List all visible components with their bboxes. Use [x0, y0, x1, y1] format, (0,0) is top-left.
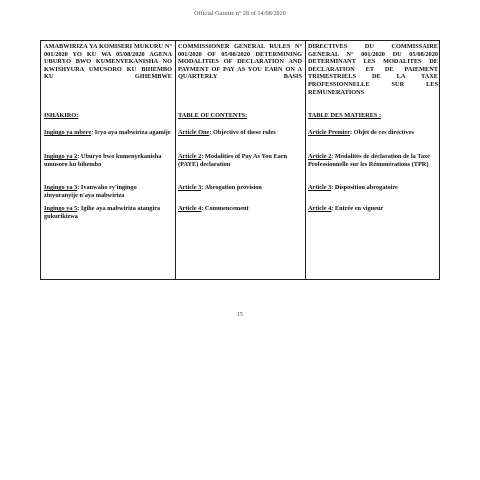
toc-item — [308, 184, 438, 205]
toc-item — [44, 129, 172, 153]
toc-item-label: Article Premier — [308, 129, 351, 136]
toc-item-label: Article 4 — [308, 205, 332, 212]
toc-item-text: : Objet de ces directives — [350, 129, 414, 136]
column-title: AMABWIRIZA YA KOMISERI MUKURU N° 001/2020 YO KU WA 05/08/2020 AGENA UBURYO BWO KUMENYEKANISHA NO KWISHYURA UMUSORO KU BIHEMBO KU GIHEMBWE — [44, 43, 172, 81]
toc-item — [44, 205, 172, 221]
toc-item-text: : Abrogation provision — [201, 184, 262, 191]
toc-item — [44, 153, 172, 184]
toc-item — [178, 184, 302, 205]
french-column — [308, 43, 438, 221]
toc-item-label: Ingingo ya 3 — [44, 184, 78, 191]
column-title: DIRECTIVES DU COMMISSAIRE GENERAL N° 001/2020 DU 05/08/2020 DETERMINANT LES MODALITES DE DECLARATION ET DE PAIEMENT TRIMESTRIELS DE LA TAXE PROFESSIONNELLE SUR LES REMUNERATIONS — [308, 43, 438, 96]
column-divider — [175, 41, 176, 279]
toc-item-label: Article 2 — [178, 153, 202, 160]
toc-item-text: : Modalities of Pay As You Earn (PAYE) declaration — [178, 153, 288, 168]
column-title: COMMISSIONER GENERAL RULES N° 001/2020 OF 05/08/2020 DETERMINING MODALITIES OF DECLARATION AND PAYMENT OF PAY AS YOU EARN ON A QUARTERLY BASIS — [178, 43, 302, 81]
toc-item-text: : Commencement — [201, 205, 249, 212]
toc-heading: ISHAKIRO: — [44, 112, 79, 119]
toc-item — [178, 205, 302, 221]
trilingual-table — [40, 40, 440, 280]
kinyarwanda-column — [44, 43, 172, 221]
toc-item-text: : Objective of these rules — [209, 129, 276, 136]
toc-item — [308, 205, 438, 221]
toc-item-label: Article 4 — [178, 205, 202, 212]
gazette-header: Official Gazette n° 28 of 14/08/2020 — [194, 11, 286, 17]
toc-item — [308, 129, 438, 153]
toc-item-label: Article One — [178, 129, 210, 136]
toc-item-label: Article 3 — [308, 184, 332, 191]
toc-item-label: Ingingo ya 5 — [44, 205, 78, 212]
toc-heading: TABLE OF CONTENTS: — [178, 112, 248, 119]
toc-heading: TABLE DES MATIERES : — [308, 112, 382, 119]
toc-item — [44, 184, 172, 205]
toc-item — [308, 153, 438, 184]
page-number: 15 — [237, 312, 243, 318]
toc-item-text: : Icyo aya mabwiriza agamije — [91, 129, 171, 136]
toc-item-text: : Entrée en vigueur — [331, 205, 384, 212]
toc-item-text: : Uburyo bwo kumenyekanisha umusoro ku bihembo — [44, 153, 162, 168]
toc-item-text: : Modalités de déclaration de la Taxe Professionnelle sur les Rémunérations (TPR) — [308, 153, 430, 168]
english-column — [178, 43, 302, 221]
toc-item — [178, 129, 302, 153]
toc-item-text: : Disposition abrogatoire — [331, 184, 398, 191]
toc-item-label: Article 2 — [308, 153, 332, 160]
toc-item — [178, 153, 302, 184]
column-divider — [305, 41, 306, 279]
toc-item-label: Ingingo ya mbere — [44, 129, 92, 136]
toc-item-label: Ingingo ya 2 — [44, 153, 78, 160]
toc-item-text: : Igihe aya mabwiriza atangira gukurikizwa — [44, 205, 161, 220]
toc-item-label: Article 3 — [178, 184, 202, 191]
toc-item-text: : Ivanwaho ry'ingingo zinyuranyije n'aya mabwiriza — [44, 184, 137, 199]
